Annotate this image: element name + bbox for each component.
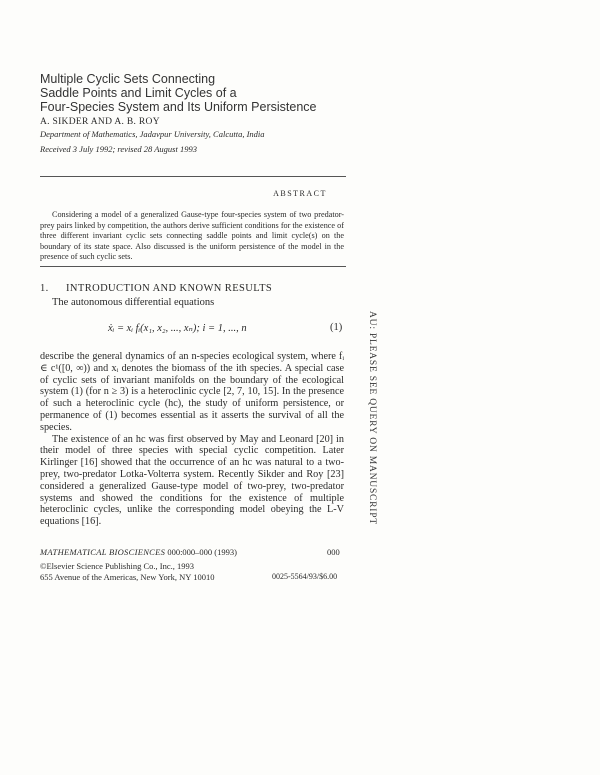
journal-ref: 000:000–000 (1993) bbox=[167, 547, 237, 557]
abstract-text bbox=[40, 210, 344, 263]
page-number: 000 bbox=[327, 547, 340, 557]
body-paragraph-2: The existence of an hc was first observed by May and Leonard [20] in their model of three species with special cyclic competition. Later Kirlinger [16] showed that the occurrence of an hc was natural to a two-prey, two-predator Lotka-Volterra system. Recently Sikder and Roy [23] considered a generalized Gause-type model of two-prey, two-predator systems and showed the conditions for the existence of multiple heteroclinic cycles, unlike the corresponding model obeying the L-V equations [16]. bbox=[40, 433, 344, 528]
journal-name: MATHEMATICAL BIOSCIENCES bbox=[40, 547, 166, 557]
abstract-paragraph: Considering a model of a generalized Gause-type four-species system of two predator-prey pairs linked by competition, the authors derive sufficient conditions for the existence of three different invariant cyclic sets connecting saddle points and limit cycle(s) on the boundary of its state space. Also discussed is the uniform persistence of the model in the presence of such cyclic sets. bbox=[40, 210, 344, 262]
title-line-3: Four-Species System and Its Uniform Persistence bbox=[40, 100, 317, 114]
title-line-2: Saddle Points and Limit Cycles of a bbox=[40, 86, 237, 100]
equation: ẋᵢ = xᵢ fᵢ(x₁, x₂, ..., xₙ); i = 1, ..., n bbox=[108, 323, 247, 334]
article-code: 0025-5564/93/$6.00 bbox=[272, 572, 338, 581]
body-text bbox=[40, 351, 344, 528]
abstract-bottom-rule bbox=[40, 266, 346, 267]
journal-citation bbox=[40, 547, 237, 557]
paper-title bbox=[40, 72, 370, 114]
equation-number: (1) bbox=[330, 322, 343, 333]
abstract-top-rule bbox=[40, 176, 346, 177]
section-number: 1. bbox=[40, 283, 49, 294]
abstract-heading: ABSTRACT bbox=[273, 189, 327, 198]
copyright-line: ©Elsevier Science Publishing Co., Inc., 1993 bbox=[40, 561, 195, 571]
authors: A. SIKDER AND A. B. ROY bbox=[40, 117, 160, 127]
body-paragraph-1: describe the general dynamics of an n-species ecological system, where fᵢ ∈ c¹([0, ∞)) and xᵢ denotes the biomass of the ith species. A special case of cyclic sets of invariant manifolds on the boundary of the ecological system (1) (for n ≥ 3) is a heteroclinic cycle [2, 7, 10, 15]. In the presence of such a heteroclinic cycle (hc), the study of uniform persistence, or permanence of (1) becomes essential as it asserts the survival of all the species. bbox=[40, 351, 344, 433]
affiliation: Department of Mathematics, Jadavpur University, Calcutta, India bbox=[40, 129, 265, 139]
section-heading bbox=[40, 283, 272, 294]
section-title: INTRODUCTION AND KNOWN RESULTS bbox=[66, 283, 273, 294]
intro-sentence: The autonomous differential equations bbox=[52, 297, 215, 308]
publisher-address: 655 Avenue of the Americas, New York, NY 10010 bbox=[40, 572, 215, 582]
received-date: Received 3 July 1992; revised 28 August 1993 bbox=[40, 144, 197, 154]
margin-query-note: AU: PLEASE SEE QUERY ON MANUSCRIPT bbox=[367, 311, 377, 525]
title-line-1: Multiple Cyclic Sets Connecting bbox=[40, 72, 216, 86]
